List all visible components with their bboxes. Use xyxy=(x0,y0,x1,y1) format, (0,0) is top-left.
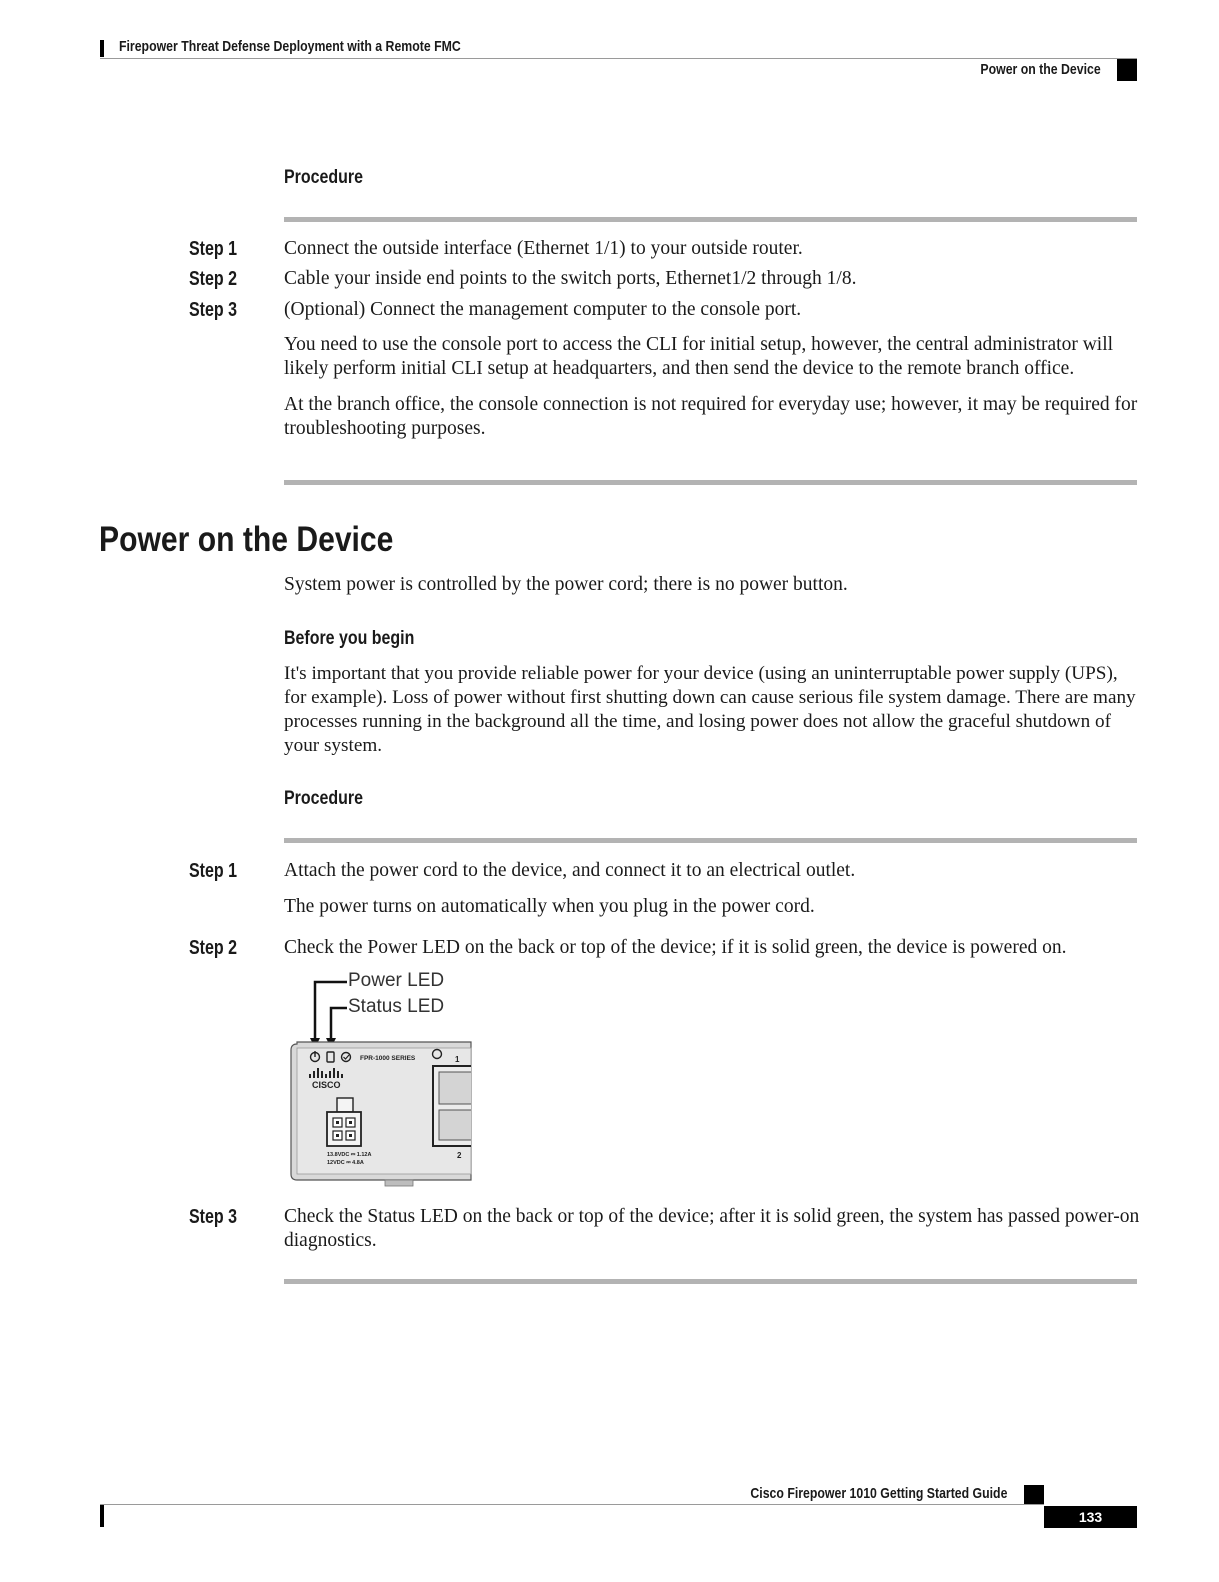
step-text: Connect the outside interface (Ethernet 1/1) to your outside router. xyxy=(284,238,803,259)
procedure-rule-bottom xyxy=(284,480,1137,485)
step-text: Attach the power cord to the device, and connect it to an electrical outlet. xyxy=(284,860,856,881)
header-section-marker xyxy=(1117,59,1137,81)
step-text: Check the Status LED on the back or top of the device; after it is solid green, the system has passed power-on diagnostics. xyxy=(284,1206,1140,1251)
status-led-callout-line xyxy=(331,1008,347,1040)
power-led-label: Power LED xyxy=(348,970,445,991)
section-intro: System power is controlled by the power cord; there is no power button. xyxy=(284,574,848,595)
step-label: Step 3 xyxy=(189,299,238,321)
device-led-figure xyxy=(285,968,475,1190)
header-doc-title: Firepower Threat Defense Deployment with a Remote FMC xyxy=(119,38,461,55)
power-connector-latch xyxy=(337,1098,353,1112)
step-note: At the branch office, the console connection is not required for everyday use; however, it may be required for troubleshooting purposes. xyxy=(284,394,1138,439)
status-led-label: Status LED xyxy=(348,996,445,1017)
port-number: 2 xyxy=(457,1151,462,1160)
brand-text: CISCO xyxy=(312,1080,341,1090)
step-note: You need to use the console port to access the CLI for initial setup, however, the central administrator will likely perform initial CLI setup at headquarters, and then send the device to the remote branch office. xyxy=(284,334,1114,379)
header-section-title: Power on the Device xyxy=(980,61,1101,78)
power-rating-text: 13.8VDC ⎓ 1.12A xyxy=(327,1152,372,1158)
header-rule xyxy=(100,58,1137,59)
procedure-heading: Procedure xyxy=(284,788,363,809)
series-text: FPR-1000 SERIES xyxy=(360,1055,416,1062)
step-text: Check the Power LED on the back or top of the device; if it is solid green, the device is powered on. xyxy=(284,937,1067,958)
port-number: 1 xyxy=(455,1055,460,1064)
footer-marker xyxy=(1024,1485,1044,1505)
power-rating-text: 12VDC ⎓ 4.8A xyxy=(327,1160,364,1166)
footer-guide-title: Cisco Firepower 1010 Getting Started Guide xyxy=(749,1485,1007,1502)
step-text: (Optional) Connect the management computer to the console port. xyxy=(284,299,802,320)
footer-left-marker xyxy=(100,1505,104,1527)
power-connector-icon xyxy=(327,1112,361,1146)
step-label: Step 2 xyxy=(189,937,238,959)
footer-rule xyxy=(100,1504,1044,1505)
page-number: 133 xyxy=(1044,1506,1137,1528)
before-you-begin-heading: Before you begin xyxy=(284,628,415,649)
procedure-rule-top xyxy=(284,838,1137,843)
step-label: Step 1 xyxy=(189,238,238,260)
chassis-foot xyxy=(385,1180,413,1186)
step-note: The power turns on automatically when you plug in the power cord. xyxy=(284,896,815,917)
step-text: Cable your inside end points to the switch ports, Ethernet1/2 through 1/8. xyxy=(284,268,857,289)
before-you-begin-text: It's important that you provide reliable power for your device (using an uninterruptable power supply (UPS), for example). Loss of power without first shutting down can cause serious file system damage. There are many processes running in the background all the time, and losing power does not allow the graceful shutdown of your system. xyxy=(284,663,1136,756)
header-marker xyxy=(100,40,104,57)
step-label: Step 2 xyxy=(189,268,238,290)
step-label: Step 3 xyxy=(189,1206,238,1228)
procedure-rule-bottom xyxy=(284,1279,1137,1284)
section-heading: Power on the Device xyxy=(99,520,394,559)
procedure-heading: Procedure xyxy=(284,167,363,188)
step-label: Step 1 xyxy=(189,860,238,882)
ethernet-port-2 xyxy=(439,1110,471,1140)
procedure-rule-top xyxy=(284,217,1137,222)
ethernet-port-1 xyxy=(439,1072,471,1104)
